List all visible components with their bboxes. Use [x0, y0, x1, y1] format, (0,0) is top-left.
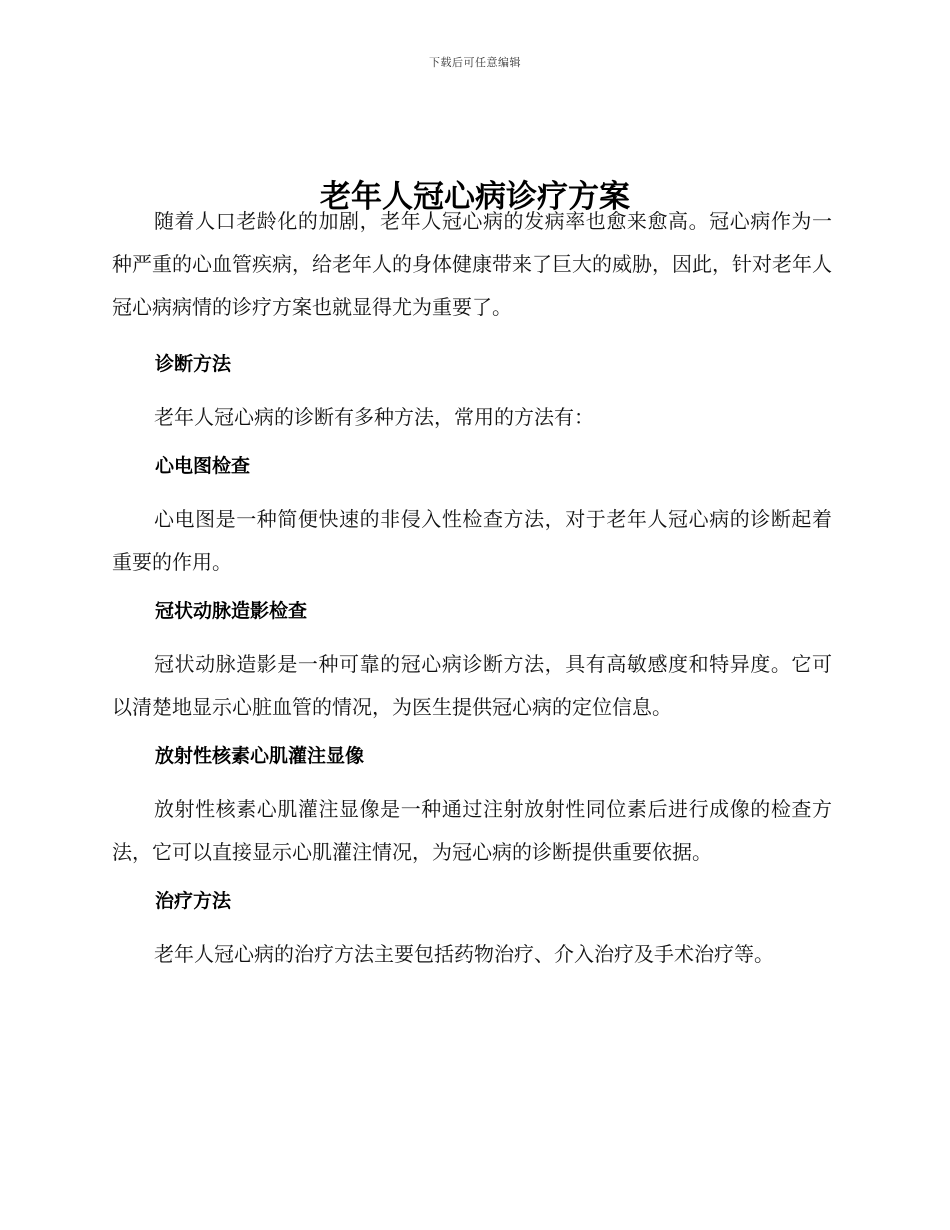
section-heading: 诊断方法: [155, 353, 232, 375]
section-paragraph: 老年人冠心病的治疗方法主要包括药物治疗、介入治疗及手术治疗等。: [154, 942, 774, 966]
section-paragraph: 心电图是一种简便快速的非侵入性检查方法，对于老年人冠心病的诊断起着重要的作用。: [112, 507, 832, 574]
section-angiography: [112, 598, 832, 729]
section-paragraph: 老年人冠心病的诊断有多种方法，常用的方法有：: [154, 405, 594, 429]
section-ecg: [112, 453, 832, 584]
section-treatment: [112, 888, 832, 976]
section-diagnosis: [112, 351, 832, 439]
section-perfusion-imaging: [112, 743, 832, 874]
document-title: 老年人冠心病诊疗方案: [320, 178, 630, 215]
document-body: [112, 200, 832, 976]
section-heading: 放射性核素心肌灌注显像: [155, 745, 365, 767]
section-heading: 冠状动脉造影检查: [155, 600, 308, 622]
section-paragraph: 放射性核素心肌灌注显像是一种通过注射放射性同位素后进行成像的检查方法，它可以直接显示心肌灌注情况，为冠心病的诊断提供重要依据。: [112, 797, 832, 864]
section-paragraph: 冠状动脉造影是一种可靠的冠心病诊断方法，具有高敏感度和特异度。它可以清楚地显示心脏血管的情况，为医生提供冠心病的定位信息。: [112, 652, 832, 719]
section-heading: 治疗方法: [155, 890, 232, 912]
page-header-note: 下载后可任意编辑: [429, 56, 521, 69]
intro-paragraph: 随着人口老龄化的加剧，老年人冠心病的发病率也愈来愈高。冠心病作为一种严重的心血管疾病，给老年人的身体健康带来了巨大的威胁，因此，针对老年人冠心病病情的诊疗方案也就显得尤为重要了。: [112, 209, 832, 319]
section-heading: 心电图检查: [155, 455, 251, 477]
